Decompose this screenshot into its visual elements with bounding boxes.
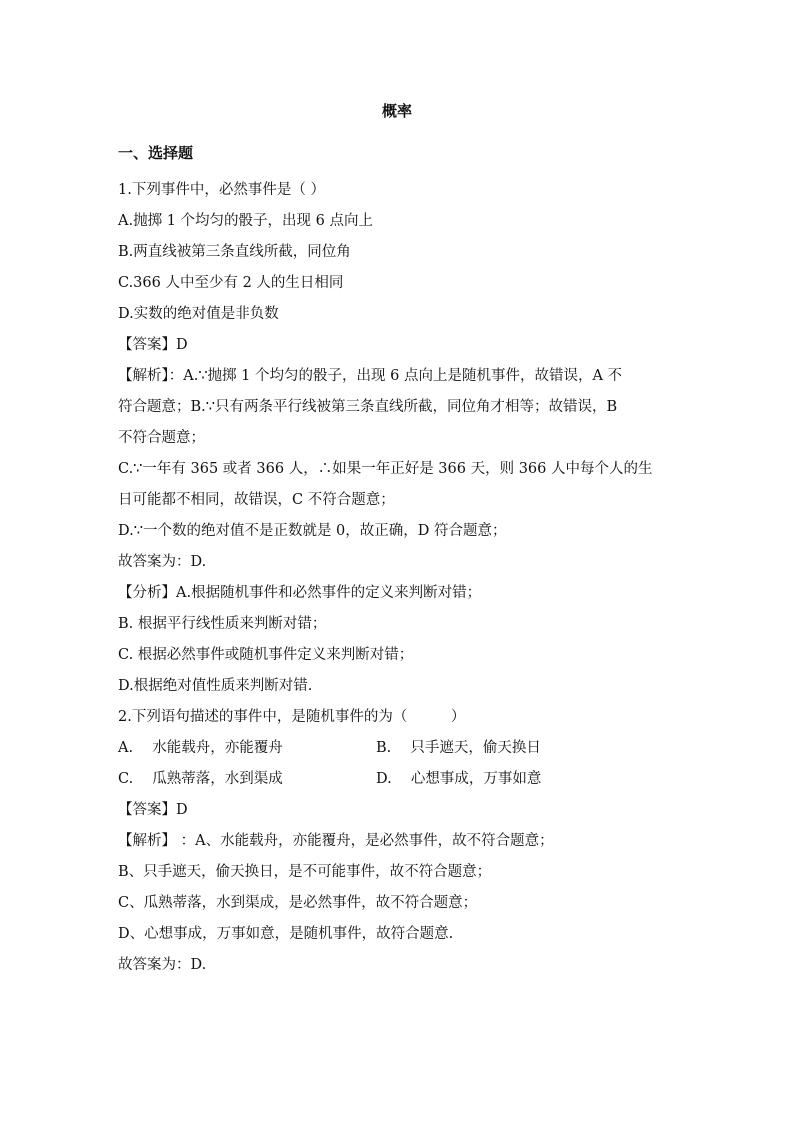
q1-analysis-line: 故答案为：D.	[118, 554, 207, 570]
q2-answer: 【答案】D	[118, 802, 188, 818]
q1-analysis-line: C.∵一年有 365 或者 366 人，∴如果一年正好是 366 天，则 366 人中每个人的生	[118, 461, 653, 477]
section-heading: 一、选择题	[118, 144, 194, 162]
q1-analysis-line: 【解析】：A.∵抛掷 1 个均匀的骰子，出现 6 点向上是随机事件，故错误，A 不	[118, 368, 623, 384]
q1-analysis-line: 不符合题意；	[118, 430, 205, 446]
q1-option-b: B.两直线被第三条直线所截，同位角	[118, 244, 351, 260]
q1-analysis-line: 日可能都不相同，故错误，C 不符合题意；	[118, 492, 395, 508]
q2-option-a: A. 水能载舟，亦能覆舟	[118, 740, 283, 756]
q2-analysis-line: C、瓜熟蒂落，水到渠成，是必然事件，故不符合题意；	[118, 895, 478, 911]
q1-fenxi-line: 【分析】A.根据随机事件和必然事件的定义来判断对错；	[118, 585, 482, 601]
q2-analysis-line: 故答案为：D.	[118, 957, 207, 973]
q1-analysis-line: D.∵一个数的绝对值不是正数就是 0，故正确，D 符合题意；	[118, 523, 507, 539]
q2-analysis-line: D、心想事成，万事如意，是随机事件，故符合题意.	[118, 926, 454, 942]
q1-option-c: C.366 人中至少有 2 人的生日相同	[118, 275, 344, 291]
q2-option-b: B. 只手遮天，偷天换日	[376, 740, 541, 756]
q1-fenxi-line: C. 根据必然事件或随机事件定义来判断对错；	[118, 647, 414, 663]
q2-analysis-line: B、只手遮天，偷天换日，是不可能事件，故不符合题意；	[118, 864, 492, 880]
q2-stem: 2.下列语句描述的事件中，是随机事件的为（ ）	[118, 709, 466, 725]
q2-analysis-line: 【解析】 ：A、水能载舟，亦能覆舟，是必然事件，故不符合题意；	[118, 833, 554, 849]
q2-option-d: D. 心想事成，万事如意	[376, 771, 542, 787]
q1-option-d: D.实数的绝对值是非负数	[118, 306, 279, 322]
q2-option-c: C. 瓜熟蒂落，水到渠成	[118, 771, 283, 787]
page-title: 概率	[381, 102, 412, 120]
q1-fenxi-line: D.根据绝对值性质来判断对错.	[118, 678, 313, 694]
q1-option-a: A.抛掷 1 个均匀的骰子，出现 6 点向上	[118, 213, 373, 229]
q1-stem: 1.下列事件中，必然事件是（ ）	[118, 182, 325, 198]
q1-fenxi-line: B. 根据平行线性质来判断对错；	[118, 616, 327, 632]
q1-answer: 【答案】D	[118, 337, 188, 353]
q1-analysis-line: 符合题意；B.∵只有两条平行线被第三条直线所截，同位角才相等；故错误，B	[118, 399, 618, 415]
